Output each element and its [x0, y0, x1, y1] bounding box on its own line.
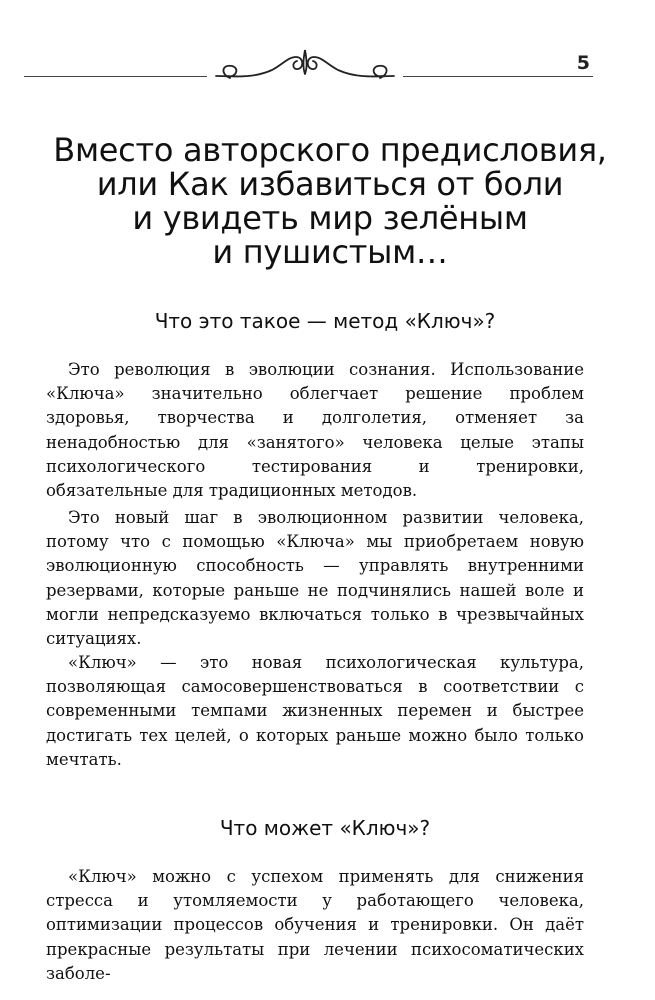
body-paragraph: «Ключ» можно с успехом применять для снижения стресса и утомляемости у работающего человека, оптимизации процессов обучения и тренировки. Он даёт прекрасные результаты при лечении психосоматических заболе- — [46, 867, 584, 983]
section-heading: Что может «Ключ»? — [219, 816, 431, 840]
body-paragraph: Это революция в эволюции сознания. Использование «Ключа» значительно облегчает решение проблем здоровья, творчества и долголетия, отменяет за ненадобностью для «занятого» человека целые этапы психологического тестирования и тренировки, обязательные для традиционных методов. — [46, 360, 584, 501]
chapter-title — [20, 133, 640, 269]
header-rule-right — [403, 76, 593, 77]
body-paragraph: «Ключ» — это новая психологическая культура, позволяющая самосовершенствоваться в соответствии с современными темпами жизненных перемен и быстрее достигать тех целей, о которых раньше можно было только мечтать. — [46, 653, 584, 769]
page-number: 5 — [576, 52, 590, 74]
chapter-title-line: и увидеть мир зелёным — [132, 199, 528, 237]
section-heading: Что это такое — метод «Ключ»? — [154, 309, 496, 333]
chapter-title-line: или Как избавиться от боли — [96, 165, 564, 203]
chapter-title-line: и пушистым… — [212, 233, 448, 271]
body-paragraph: Это новый шаг в эволюционном развитии человека, потому что с помощью «Ключа» мы приобретаем новую эволюционную способность — управлять внутренними резервами, которые раньше не подчинялись нашей воле и могли непредсказуемо включаться только в чрезвычайных ситуациях. — [46, 508, 584, 649]
header-rule-left — [24, 76, 207, 77]
chapter-title-line: Вместо авторского предисловия, — [53, 131, 607, 169]
flourish-ornament-icon — [212, 46, 398, 90]
